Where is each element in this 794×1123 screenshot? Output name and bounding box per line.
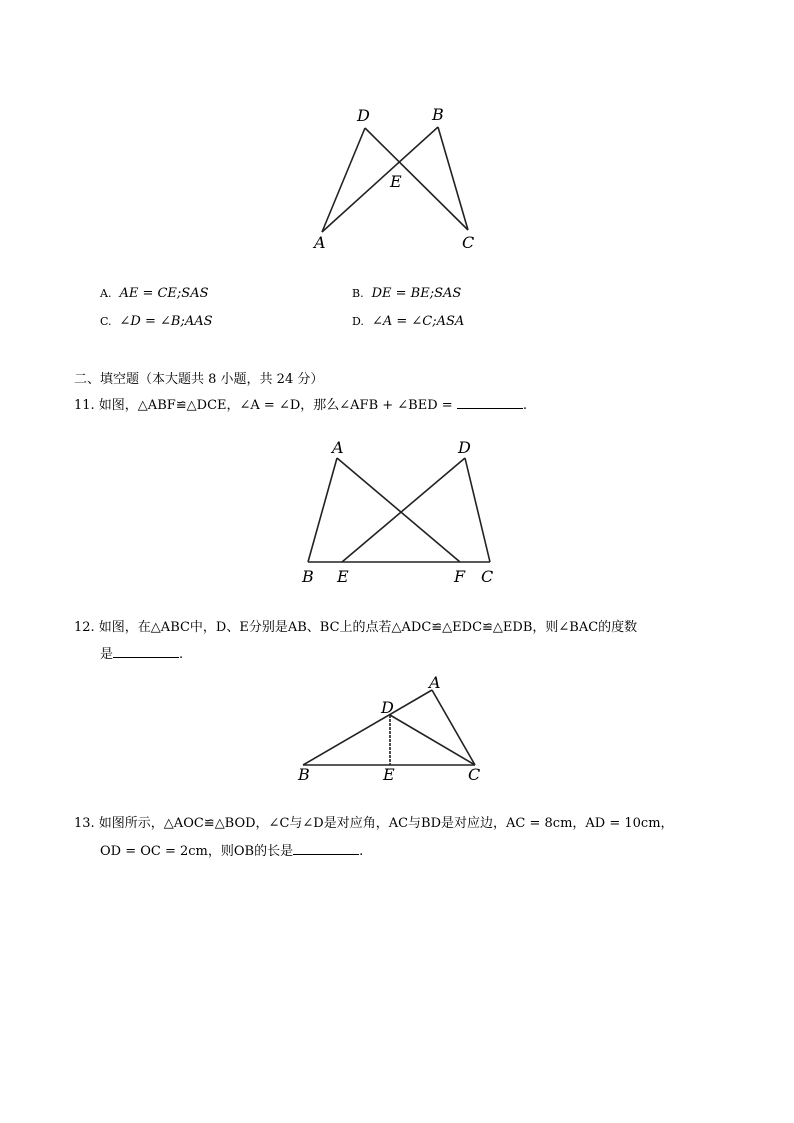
label-D: D (458, 438, 471, 457)
option-letter: A. (100, 287, 112, 300)
question-13-line2 (100, 840, 363, 859)
label-E: E (383, 765, 395, 784)
option-letter: D. (352, 315, 364, 328)
option-b (352, 286, 461, 301)
option-text: ∠D = ∠B;AAS (119, 314, 213, 329)
question-text: 是 (100, 647, 114, 662)
label-B: B (432, 105, 444, 124)
label-E: E (337, 567, 349, 586)
figure-2 (301, 438, 493, 586)
option-c (100, 314, 213, 329)
label-F: F (454, 567, 466, 586)
label-A: A (429, 673, 441, 692)
period: . (522, 398, 527, 413)
option-d (352, 314, 464, 329)
label-B: B (298, 765, 310, 784)
answer-blank[interactable] (457, 396, 523, 409)
label-C: C (468, 765, 481, 784)
label-B: B (302, 567, 314, 586)
option-text: ∠A = ∠C;ASA (371, 314, 465, 329)
label-A: A (314, 233, 326, 252)
option-text: AE = CE;SAS (119, 286, 209, 301)
option-letter: B. (352, 287, 364, 300)
option-letter: C. (100, 315, 112, 328)
label-D: D (381, 698, 394, 717)
answer-blank[interactable] (113, 645, 179, 658)
question-text: 11. 如图，△ABF≌△DCE，∠A = ∠D，那么∠AFB + ∠BED = (74, 398, 453, 413)
figure-1 (312, 105, 474, 252)
option-a (100, 286, 209, 301)
label-D: D (357, 106, 370, 125)
answer-blank[interactable] (293, 842, 359, 855)
label-C: C (481, 567, 494, 586)
period: . (359, 844, 364, 859)
period: . (179, 647, 184, 662)
section-title: 二、填空题（本大题共 8 小题，共 24 分） (74, 372, 324, 387)
figure-3 (297, 673, 480, 784)
option-text: DE = BE;SAS (371, 286, 462, 301)
label-E: E (390, 172, 402, 191)
question-13-line1: 13. 如图所示，△AOC≌△BOD，∠C与∠D是对应角，AC与BD是对应边，AC = 8cm，AD = 10cm， (74, 816, 674, 831)
question-text: OD = OC = 2cm，则OB的长是 (100, 844, 294, 859)
question-12-line1: 12. 如图，在△ABC中，D、E分别是AB、BC上的点若△ADC≌△EDC≌△EDB，则∠BAC的度数 (74, 620, 638, 635)
question-12-line2 (100, 643, 183, 662)
question-11 (74, 394, 527, 413)
label-A: A (332, 438, 344, 457)
label-C: C (462, 233, 475, 252)
